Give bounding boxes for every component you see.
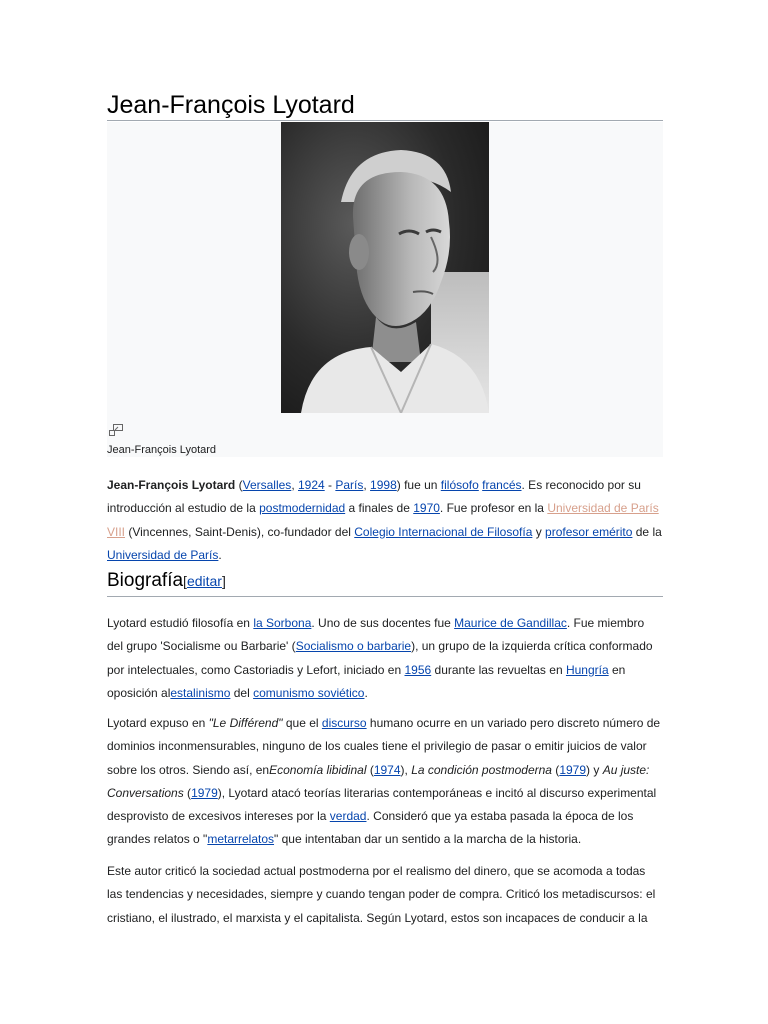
link-hungria[interactable]: Hungría — [565, 662, 609, 677]
p2-text: Lyotard expuso en — [107, 716, 209, 730]
bio-paragraph-3: Este autor criticó la sociedad actual postmoderna por el realismo del dinero, que se acomoda a todas las tendencias y necesidades, siempre y cuando tengan poder de compra. Criticó los metadiscursos: el cristiano, el ilustrado, el marxista y el capitalista. Según Lyotard, estos son incapaces de conducir a la — [107, 864, 656, 925]
link-colegio-internacional[interactable]: Colegio Internacional de Filosofía — [354, 524, 533, 539]
link-1970[interactable]: 1970 — [413, 501, 440, 516]
p1-text: . — [364, 685, 368, 700]
p2-text: que el — [282, 716, 322, 730]
work-title: La condición postmoderna — [411, 762, 552, 777]
p2-text: " que intentaban dar un sentido a la marcha de la historia. — [274, 832, 582, 847]
edit-link[interactable]: editar — [186, 573, 222, 589]
link-1979[interactable]: 1979 — [191, 785, 218, 800]
work-title: "Le Différend" — [208, 716, 283, 730]
work-title: Economía libidinal — [269, 762, 367, 777]
link-comunismo-sovietico[interactable]: comunismo soviético — [253, 685, 365, 700]
p1-text: Lyotard estudió filosofía en — [107, 616, 254, 630]
intro-text: . Fue profesor en la — [439, 501, 548, 516]
p2-text: ) y — [586, 762, 603, 777]
intro-text: fue un — [400, 478, 441, 492]
link-frances[interactable]: francés — [482, 478, 522, 492]
p1-text: en oposición al — [107, 662, 626, 700]
edit-section — [183, 573, 226, 589]
link-1974[interactable]: 1974 — [373, 762, 401, 777]
p1-text: del — [230, 685, 254, 700]
p2-text: ( — [183, 785, 192, 800]
infobox-caption: Jean-François Lyotard — [107, 444, 217, 456]
intro-text: de la — [632, 524, 662, 539]
p1-text: durante las revueltas en — [431, 662, 566, 677]
link-1979[interactable]: 1979 — [559, 762, 587, 777]
p2-text: ), Lyotard atacó teorías literarias contemporáneas e incitó al discurso experimental desprovisto de excesivos intereses por la — [107, 785, 657, 824]
link-postmodernidad[interactable]: postmodernidad — [259, 501, 346, 516]
work-title: Au juste: Conversations — [107, 762, 650, 800]
link-1956[interactable]: 1956 — [404, 662, 432, 677]
link-discurso[interactable]: discurso — [321, 716, 367, 730]
enlarge-icon[interactable] — [109, 424, 123, 436]
intro-text: a finales de — [345, 501, 414, 516]
section-title: Biografía — [107, 570, 184, 591]
link-gandillac[interactable]: Maurice de Gandillac — [454, 616, 567, 630]
link-socialismo-barbarie[interactable]: Socialismo o barbarie — [295, 639, 412, 654]
portrait-image[interactable] — [281, 122, 489, 413]
intro-text: (Vincennes, Saint-Denis), co-fundador del — [125, 524, 355, 539]
intro-text: . Es reconocido por su introducción al estudio de la — [107, 478, 641, 516]
page-title: Jean-François Lyotard — [107, 90, 663, 121]
bio-paragraph-1 — [107, 612, 663, 705]
infobox — [107, 122, 663, 457]
edit-bracket: ] — [221, 573, 226, 589]
p2-text: ( — [551, 762, 560, 777]
edit-bracket: [ — [183, 573, 187, 589]
link-filosofo[interactable]: filósofo — [440, 478, 479, 492]
subject-name: Jean-François Lyotard — [107, 478, 236, 492]
p1-text: . Fue miembro del grupo 'Socialisme ou Barbarie' ( — [107, 616, 645, 654]
link-paris[interactable]: París — [335, 478, 364, 492]
link-universidad-paris[interactable]: Universidad de París — [107, 547, 219, 562]
p2-text: . Consideró que ya estaba pasada la época de los grandes relatos o " — [107, 809, 634, 847]
p2-text: ( — [366, 762, 374, 777]
link-metarrelatos[interactable]: metarrelatos — [207, 832, 275, 847]
link-universidad-paris-viii[interactable]: Universidad de París VIII — [107, 501, 659, 539]
p2-text: humano ocurre en un variado pero discreto número de dominios inconmensurables, ninguno de los cuales tiene el privilegio de pasar o emitir juicios de valor sobre los otros. Siendo así, en — [107, 716, 661, 777]
p1-text: . Uno de sus docentes fue — [311, 616, 455, 630]
intro-paragraph: Jean-François Lyotard (Versalles, 1924 - París, 1998) fue un filósofo francés. Es reconocido por su introducción al estudio de la postmodernidad a finales de 1970. Fue profesor en la Universidad de París VIII (Vincennes, Saint-Denis), co-fundador del Colegio Internacional de Filosofía y profesor emérito de la Universidad de París. — [107, 478, 662, 562]
intro-text: y — [532, 524, 546, 539]
bio-paragraph-2 — [107, 712, 663, 852]
link-sorbona[interactable]: la Sorbona — [253, 616, 312, 630]
p1-text: ), un grupo de la izquierda crítica conformado por intelectuales, como Castoriadis y Lefort, iniciado en — [107, 639, 653, 677]
intro-text: . — [218, 547, 222, 562]
link-verdad[interactable]: verdad — [329, 809, 367, 824]
link-estalinismo[interactable]: estalinismo — [170, 685, 231, 700]
section-heading-biografia — [107, 568, 663, 597]
link-versalles[interactable]: Versalles — [242, 478, 292, 492]
link-1998[interactable]: 1998 — [370, 478, 397, 492]
link-1924[interactable]: 1924 — [297, 478, 325, 492]
link-profesor-emerito[interactable]: profesor emérito — [545, 524, 633, 539]
p2-text: ), — [400, 762, 412, 777]
